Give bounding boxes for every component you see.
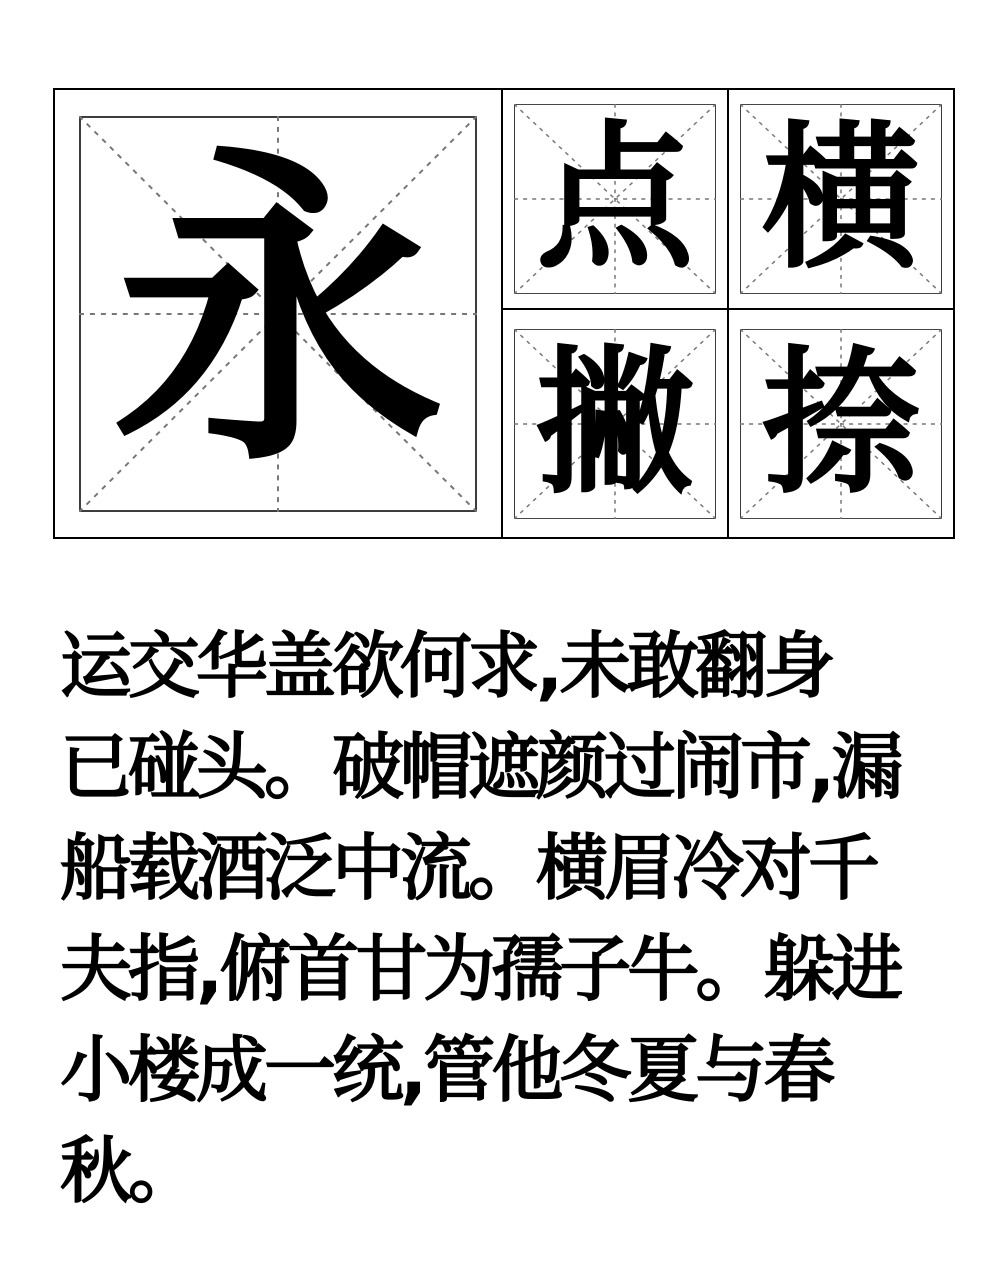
poem-line: 夫指,俯首甘为孺子牛。躲进 [60, 927, 900, 1011]
rice-grid-small [740, 329, 942, 519]
poem-line: 已碰头。破帽遮颜过闹市,漏 [60, 725, 900, 809]
main-character-cell [55, 90, 501, 537]
poem-line: 运交华盖欲何求,未敢翻身 [60, 624, 832, 708]
type-specimen-table [53, 88, 955, 539]
stroke-cell-right-falling [727, 308, 953, 537]
stroke-character-dot: 点 [536, 107, 694, 291]
stroke-cell-horizontal [727, 90, 953, 308]
main-character: 永 [112, 120, 444, 507]
poem-line: 船载酒泛中流。横眉冷对千 [60, 826, 877, 910]
rice-grid-main [79, 116, 477, 512]
stroke-character-left-falling: 撇 [536, 331, 694, 516]
rice-grid-small [514, 104, 716, 294]
stroke-character-horizontal: 横 [762, 107, 920, 291]
stroke-cell-left-falling [501, 308, 727, 537]
poem-line: 秋。 [60, 1129, 197, 1213]
stroke-character-right-falling: 捺 [762, 331, 920, 516]
poem-line: 小楼成一统,管他冬夏与春 [60, 1028, 832, 1112]
rice-grid-small [514, 329, 716, 519]
rice-grid-small [740, 104, 942, 294]
stroke-cell-dot [501, 90, 727, 308]
poem-sample-text [60, 616, 970, 1222]
